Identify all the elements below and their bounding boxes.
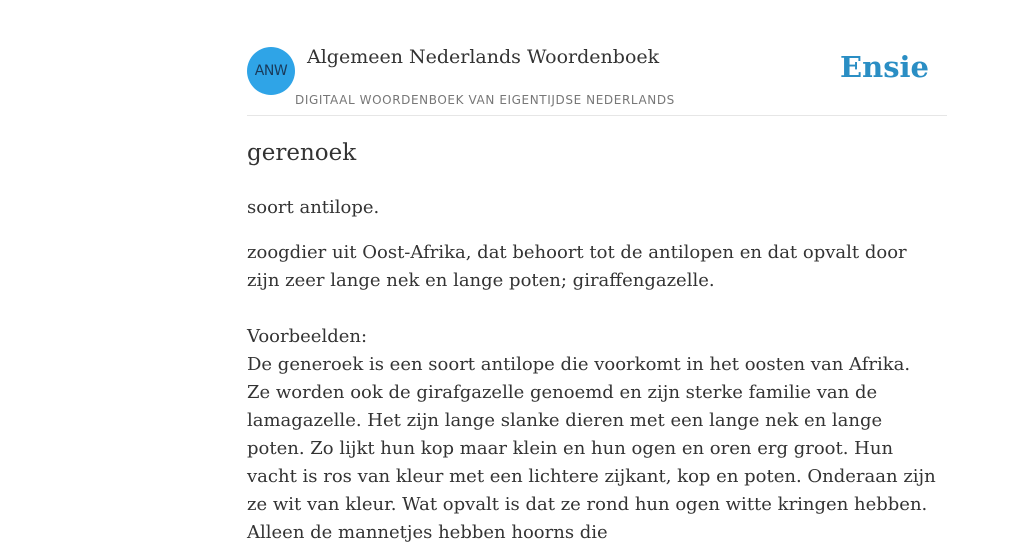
anw-logo[interactable] — [247, 47, 295, 95]
site-header — [247, 0, 947, 116]
logo-text: ANW — [254, 63, 288, 79]
page-container — [247, 0, 947, 543]
long-definition: zoogdier uit Oost-Afrika, dat behoort tot de antilopen en dat opvalt door zijn zeer lange nek en lange poten; giraffengazelle. Voorbeelden: De generoek is een soort antilope die voorkomt in het oosten van Afrika. Ze worden ook de girafgazelle genoemd en zijn sterke familie van de lamagazelle. Het zijn lange slanke dieren met een lange nek en lange poten. Zo lijkt hun kop maar klein en hun ogen en oren erg groot. Hun vacht is ros van kleur met een lichtere zijkant, kop en poten. Onderaan zijn ze wit van kleur. Wat opvalt is dat ze rond hun ogen witte kringen hebben. Alleen de mannetjes hebben hoorns die — [247, 242, 936, 543]
ensie-brand-link[interactable]: Ensie — [840, 50, 929, 84]
entry-term: gerenoek — [247, 140, 357, 166]
short-definition: soort antilope. — [247, 197, 380, 218]
site-subtitle: DIGITAAL WOORDENBOEK VAN EIGENTIJDSE NEDERLANDS — [295, 93, 675, 107]
site-title[interactable]: Algemeen Nederlands Woordenboek — [307, 46, 660, 68]
